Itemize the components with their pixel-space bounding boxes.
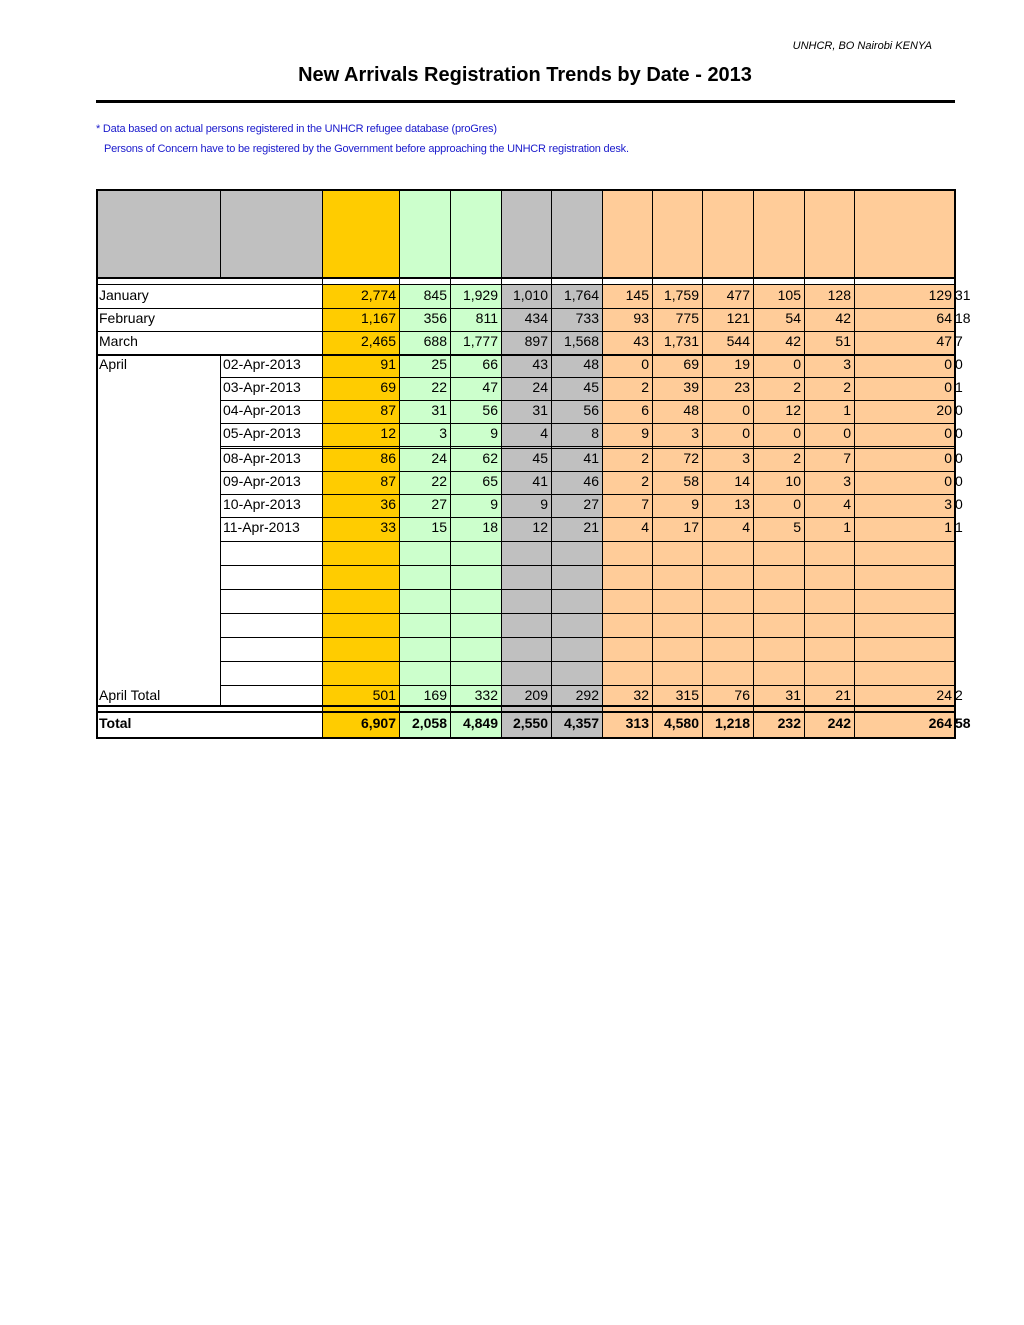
day-row-cell: 12 (532, 519, 548, 535)
day-row-cell: 31 (532, 402, 548, 418)
month-row-label: January (99, 287, 149, 303)
day-row-cell: 69 (683, 356, 699, 372)
day-row-cell: 19 (734, 356, 750, 372)
day-row-cell: 24 (532, 379, 548, 395)
day-row-cell: 0 (742, 402, 750, 418)
month-row-cell: 1,167 (360, 310, 396, 326)
day-row-cell: 41 (583, 450, 599, 466)
month-row-cell: 51 (835, 333, 851, 349)
month-row-cell: 145 (625, 287, 649, 303)
day-row-cell: 69 (380, 379, 396, 395)
day-row-day: 04-Apr-2013 (223, 402, 301, 418)
day-row-cell: 3 (742, 450, 750, 466)
day-row-cell: 9 (490, 496, 498, 512)
month-row-cell: 845 (423, 287, 447, 303)
day-row-cell: 13 (734, 496, 750, 512)
month-row-cell: 43 (633, 333, 649, 349)
grand-total-row-cell: 1,218 (714, 715, 750, 731)
month-row-cell: 434 (524, 310, 548, 326)
day-row-cell: 0 (944, 356, 952, 372)
grand-total-row-cell: 4,580 (663, 715, 699, 731)
day-row-cell: 3 (691, 425, 699, 441)
month-row-cell: 1,568 (563, 333, 599, 349)
april-total-row-label: April Total (99, 687, 161, 703)
day-row-cell: 3 (843, 473, 851, 489)
day-row-day: 09-Apr-2013 (223, 473, 301, 489)
day-row-cell: 62 (482, 450, 498, 466)
day-row-cell: 7 (843, 450, 851, 466)
month-row-cell: 2,465 (360, 333, 396, 349)
day-row-cell: 0 (955, 496, 963, 512)
header-bg (702, 189, 753, 277)
day-row-cell: 15 (431, 519, 447, 535)
april-total-row-cell: 21 (835, 687, 851, 703)
row-divider (220, 494, 955, 495)
row-divider (96, 705, 955, 707)
april-total-row-cell: 169 (423, 687, 447, 703)
day-row-cell: 87 (380, 402, 396, 418)
day-row-day: 08-Apr-2013 (223, 450, 301, 466)
month-row-cell: 1,759 (663, 287, 699, 303)
day-row-cell: 2 (641, 473, 649, 489)
day-row-cell: 9 (641, 425, 649, 441)
month-row-cell: 31 (955, 287, 971, 303)
row-divider (220, 448, 955, 449)
april-total-row-cell: 315 (675, 687, 699, 703)
day-row-cell: 24 (431, 450, 447, 466)
month-row-label: March (99, 333, 138, 349)
page-title: New Arrivals Registration Trends by Date - 2013 (298, 64, 752, 86)
day-row-cell: 0 (944, 450, 952, 466)
day-row-cell: 56 (583, 402, 599, 418)
day-row-cell: 27 (431, 496, 447, 512)
row-divider (96, 737, 955, 739)
day-row-label: April (99, 356, 128, 372)
row-divider (96, 331, 955, 332)
grand-total-row-cell: 4,357 (563, 715, 599, 731)
header-bg (652, 189, 702, 277)
month-row-cell: 7 (955, 333, 963, 349)
day-row-cell: 45 (583, 379, 599, 395)
grand-total-row-cell: 242 (827, 715, 851, 731)
day-row-day: 05-Apr-2013 (223, 425, 301, 441)
day-row-cell: 0 (944, 425, 952, 441)
april-total-row-cell: 209 (524, 687, 548, 703)
day-row-cell: 0 (742, 425, 750, 441)
day-row-cell: 22 (431, 473, 447, 489)
month-row-cell: 1,764 (563, 287, 599, 303)
grand-total-row-label: Total (99, 715, 132, 731)
month-row-cell: 47 (936, 333, 952, 349)
day-row-cell: 0 (955, 356, 963, 372)
month-row-cell: 54 (785, 310, 801, 326)
day-row-cell: 56 (482, 402, 498, 418)
day-row-cell: 9 (691, 496, 699, 512)
day-row-cell: 9 (490, 425, 498, 441)
day-row-cell: 0 (955, 425, 963, 441)
month-row-cell: 733 (575, 310, 599, 326)
month-row-cell: 1,731 (663, 333, 699, 349)
row-divider (220, 471, 955, 472)
table-left-border (96, 189, 98, 739)
header-bg (551, 189, 602, 277)
day-row-cell: 58 (683, 473, 699, 489)
day-row-cell: 10 (785, 473, 801, 489)
day-row-cell: 1 (843, 402, 851, 418)
grand-total-row-cell: 313 (625, 715, 649, 731)
day-row-cell: 6 (641, 402, 649, 418)
day-row-cell: 1 (955, 379, 963, 395)
day-row-cell: 3 (439, 425, 447, 441)
header-bg (322, 189, 399, 277)
day-row-cell: 41 (532, 473, 548, 489)
month-row-cell: 93 (633, 310, 649, 326)
day-row-cell: 2 (793, 379, 801, 395)
grand-total-row-cell: 2,550 (512, 715, 548, 731)
grand-total-row-cell: 232 (777, 715, 801, 731)
column-divider (220, 354, 221, 705)
day-row-cell: 2 (843, 379, 851, 395)
day-row-cell: 91 (380, 356, 396, 372)
month-row-cell: 1,929 (462, 287, 498, 303)
row-divider (220, 685, 955, 686)
day-row-cell: 87 (380, 473, 396, 489)
row-divider (96, 277, 955, 279)
month-row-cell: 18 (955, 310, 971, 326)
month-row-cell: 897 (524, 333, 548, 349)
day-row-cell: 5 (793, 519, 801, 535)
month-row-cell: 105 (777, 287, 801, 303)
month-row-cell: 1,777 (462, 333, 498, 349)
day-row-cell: 0 (944, 473, 952, 489)
header-bg (753, 189, 804, 277)
title-divider (96, 100, 955, 103)
day-row-cell: 72 (683, 450, 699, 466)
day-row-cell: 48 (683, 402, 699, 418)
day-row-cell: 0 (641, 356, 649, 372)
day-row-cell: 43 (532, 356, 548, 372)
month-row-cell: 128 (827, 287, 851, 303)
row-divider (96, 711, 955, 713)
row-divider (220, 637, 955, 638)
header-bg (501, 189, 551, 277)
header-bg (854, 189, 955, 277)
day-row-cell: 1 (843, 519, 851, 535)
day-row-cell: 12 (785, 402, 801, 418)
april-total-row-cell: 2 (955, 687, 963, 703)
day-row-cell: 36 (380, 496, 396, 512)
day-row-cell: 86 (380, 450, 396, 466)
day-row-cell: 1 (955, 519, 963, 535)
month-row-cell: 64 (936, 310, 952, 326)
grand-total-row-cell: 58 (955, 715, 971, 731)
header-bg-labels (96, 189, 322, 277)
april-total-row-cell: 76 (734, 687, 750, 703)
day-row-cell: 23 (734, 379, 750, 395)
header-bg (450, 189, 501, 277)
row-divider (220, 400, 955, 401)
day-row-cell: 46 (583, 473, 599, 489)
grand-total-row-cell: 2,058 (411, 715, 447, 731)
day-row-cell: 18 (482, 519, 498, 535)
grand-total-row-cell: 6,907 (360, 715, 396, 731)
day-row-day: 11-Apr-2013 (223, 519, 300, 535)
month-row-cell: 2,774 (360, 287, 396, 303)
row-divider (96, 189, 955, 191)
april-total-row-cell: 332 (474, 687, 498, 703)
day-row-day: 10-Apr-2013 (223, 496, 301, 512)
april-total-row-cell: 292 (575, 687, 599, 703)
day-row-cell: 12 (380, 425, 396, 441)
day-row-cell: 33 (380, 519, 396, 535)
month-row-cell: 1,010 (512, 287, 548, 303)
day-row-cell: 2 (641, 379, 649, 395)
day-row-cell: 0 (955, 450, 963, 466)
day-row-cell: 27 (583, 496, 599, 512)
day-row-cell: 47 (482, 379, 498, 395)
april-total-row-cell: 501 (372, 687, 396, 703)
month-row-cell: 544 (726, 333, 750, 349)
row-divider (96, 308, 955, 309)
day-row-cell: 4 (540, 425, 548, 441)
month-row-cell: 129 (928, 287, 952, 303)
day-row-cell: 22 (431, 379, 447, 395)
footnote-registration: Persons of Concern have to be registered by the Government before approaching the UNHCR registration desk. (104, 143, 629, 155)
day-row-cell: 1 (944, 519, 952, 535)
header-bg (602, 189, 652, 277)
organization-label: UNHCR, BO Nairobi KENYA (792, 40, 932, 52)
day-row-cell: 9 (540, 496, 548, 512)
day-row-cell: 48 (583, 356, 599, 372)
month-row-cell: 356 (423, 310, 447, 326)
row-divider (220, 423, 955, 424)
day-row-cell: 4 (742, 519, 750, 535)
row-divider (220, 541, 955, 542)
row-divider (220, 661, 955, 662)
day-row-cell: 14 (734, 473, 750, 489)
row-divider (96, 284, 955, 285)
day-row-cell: 3 (843, 356, 851, 372)
day-row-cell: 0 (955, 402, 963, 418)
day-row-cell: 0 (793, 496, 801, 512)
day-row-cell: 2 (793, 450, 801, 466)
day-row-cell: 0 (793, 356, 801, 372)
row-divider (220, 589, 955, 590)
day-row-cell: 45 (532, 450, 548, 466)
month-row-cell: 42 (785, 333, 801, 349)
april-total-row-cell: 31 (785, 687, 801, 703)
month-row-cell: 477 (726, 287, 750, 303)
month-row-cell: 42 (835, 310, 851, 326)
month-row-cell: 121 (726, 310, 750, 326)
day-row-cell: 4 (641, 519, 649, 535)
day-row-cell: 20 (936, 402, 952, 418)
day-row-cell: 0 (793, 425, 801, 441)
header-bg (804, 189, 854, 277)
month-row-cell: 811 (475, 310, 498, 326)
row-divider (220, 446, 955, 447)
day-row-cell: 3 (944, 496, 952, 512)
day-row-cell: 0 (955, 473, 963, 489)
day-row-cell: 0 (944, 379, 952, 395)
april-total-row-cell: 32 (633, 687, 649, 703)
month-row-label: February (99, 310, 156, 326)
row-divider (220, 565, 955, 566)
day-row-cell: 0 (843, 425, 851, 441)
header-bg (399, 189, 450, 277)
row-divider (220, 517, 955, 518)
day-row-cell: 7 (641, 496, 649, 512)
grand-total-row-cell: 264 (928, 715, 952, 731)
day-row-cell: 66 (482, 356, 498, 372)
day-row-cell: 8 (591, 425, 599, 441)
day-row-cell: 39 (683, 379, 699, 395)
month-row-cell: 775 (675, 310, 699, 326)
day-row-cell: 21 (583, 519, 599, 535)
day-row-cell: 25 (431, 356, 447, 372)
day-row-cell: 4 (843, 496, 851, 512)
day-row-cell: 17 (683, 519, 699, 535)
grand-total-row-cell: 4,849 (462, 715, 498, 731)
day-row-cell: 2 (641, 450, 649, 466)
day-row-cell: 65 (482, 473, 498, 489)
april-total-row-cell: 24 (936, 687, 952, 703)
footnote-data-source: * Data based on actual persons registered in the UNHCR refugee database (proGres) (96, 123, 497, 135)
month-row-cell: 688 (423, 333, 447, 349)
day-row-day: 03-Apr-2013 (223, 379, 301, 395)
row-divider (220, 613, 955, 614)
column-divider (220, 189, 221, 277)
day-row-cell: 31 (431, 402, 447, 418)
row-divider (220, 377, 955, 378)
day-row-day: 02-Apr-2013 (223, 356, 301, 372)
